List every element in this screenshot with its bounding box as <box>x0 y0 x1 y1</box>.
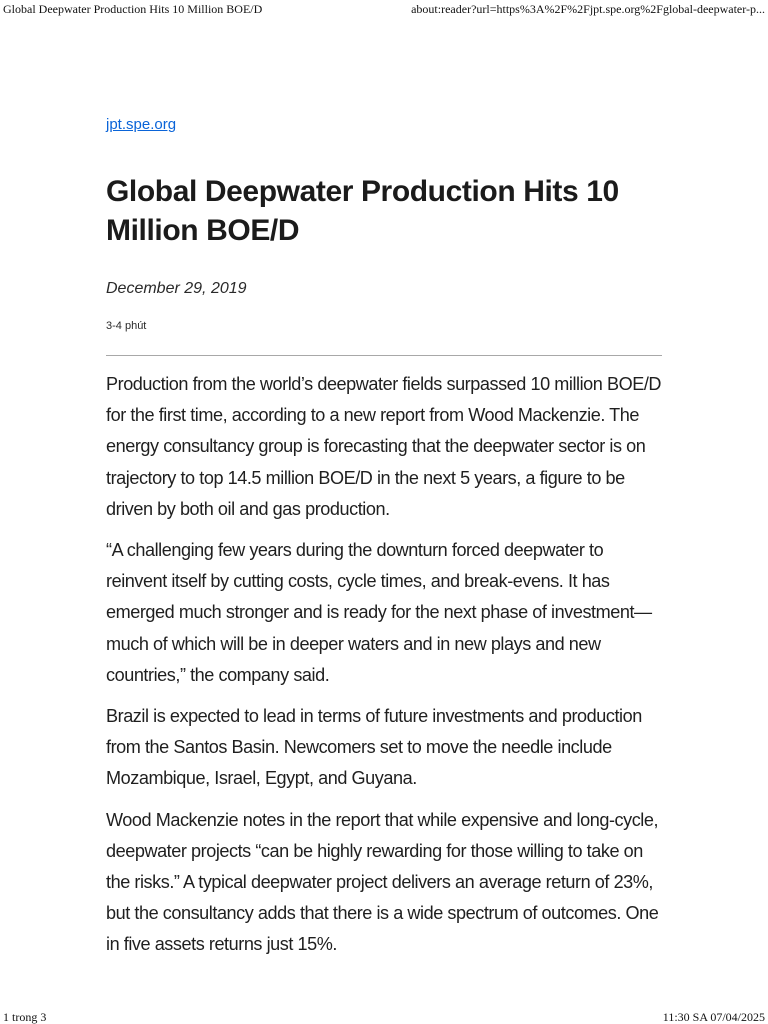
print-footer-timestamp: 11:30 SA 07/04/2025 <box>662 1010 765 1024</box>
article-title: Global Deepwater Production Hits 10 Million BOE/D <box>106 175 619 247</box>
article-date: December 29, 2019 <box>106 280 247 297</box>
print-footer-page: 1 trong 3 <box>3 1010 47 1024</box>
paragraph: “A challenging few years during the downturn forced deepwater to reinvent itself by cutting costs, cycle times, and break-evens. It has emerged much stronger and is ready for the next phase of investment—much of which will be in deeper waters and in new plays and new countries,” the company said. <box>106 540 652 685</box>
article-body <box>106 369 666 971</box>
print-header-url: about:reader?url=https%3A%2F%2Fjpt.spe.org%2Fglobal-deepwater-p... <box>411 2 765 16</box>
paragraph: Brazil is expected to lead in terms of future investments and production from the Santos Basin. Newcomers set to move the needle include Mozambique, Israel, Egypt, and Guyana. <box>106 706 642 789</box>
print-header-title: Global Deepwater Production Hits 10 Million BOE/D <box>3 2 263 16</box>
paragraph: Wood Mackenzie notes in the report that while expensive and long-cycle, deepwater projects “can be highly rewarding for those willing to take on the risks.” A typical deepwater project delivers an average return of 23%, but the consultancy adds that there is a wide spectrum of outcomes. One in five assets returns just 15%. <box>106 809 659 955</box>
reading-time: 3-4 phút <box>106 320 147 332</box>
paragraph: Production from the world’s deepwater fields surpassed 10 million BOE/D for the first time, according to a new report from Wood Mackenzie. The energy consultancy group is forecasting that the deepwater sector is on trajectory to top 14.5 million BOE/D in the next 5 years, a figure to be driven by both oil and gas production. <box>106 374 662 519</box>
header-divider <box>106 355 662 356</box>
source-link[interactable]: jpt.spe.org <box>106 116 177 133</box>
